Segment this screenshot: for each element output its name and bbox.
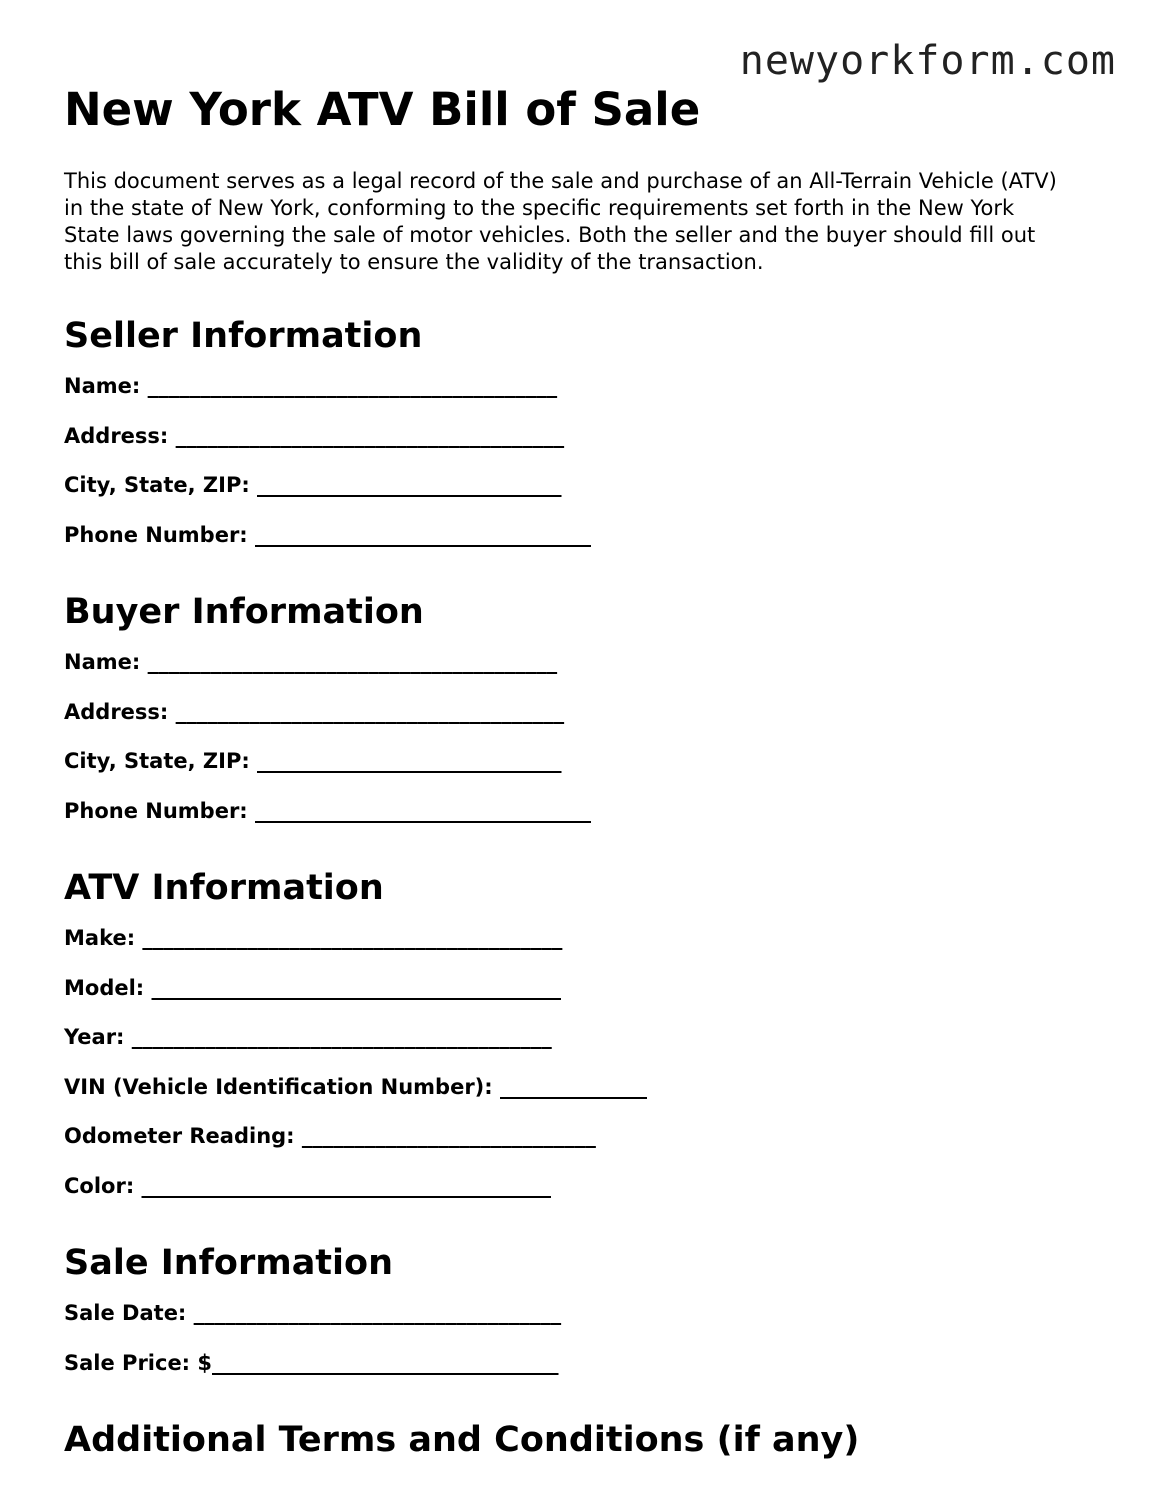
additional-terms-section (64, 1418, 1084, 1462)
page-title: New York ATV Bill of Sale (64, 83, 701, 136)
buyer-section (64, 590, 1084, 846)
atv-vin-field[interactable]: VIN (Vehicle Identification Number): ______________ (64, 1074, 647, 1099)
buyer-name-field[interactable]: Name: _______________________________________ (64, 650, 558, 674)
atv-year-field[interactable]: Year: ________________________________________ (64, 1025, 552, 1049)
atv-section (64, 866, 1084, 1221)
bill-of-sale-document (64, 80, 1084, 1462)
seller-heading: Seller Information (64, 316, 423, 356)
seller-name-field[interactable]: Name: _______________________________________ (64, 374, 558, 398)
sale-heading: Sale Information (64, 1243, 393, 1283)
intro-paragraph: This document serves as a legal record of the sale and purchase of an All-Terrain Vehicle (ATV) in the state of New York, conforming to the specific requirements set forth in the New York State laws governing the sale of motor vehicles. Both the seller and the buyer should fill out this bill of sale accurately to ensure the validity of the transaction. (64, 169, 1057, 274)
buyer-heading: Buyer Information (64, 592, 424, 632)
seller-address-field[interactable]: Address: _____________________________________ (64, 423, 565, 448)
seller-city-state-zip-field[interactable]: City, State, ZIP: _____________________________ (64, 473, 562, 497)
buyer-city-state-zip-field[interactable]: City, State, ZIP: _____________________________ (64, 749, 562, 773)
buyer-phone-field[interactable]: Phone Number: ________________________________ (64, 798, 592, 823)
sale-date-field[interactable]: Sale Date: ___________________________________ (64, 1301, 562, 1325)
atv-model-field[interactable]: Model: _______________________________________ (64, 975, 562, 1000)
seller-phone-field[interactable]: Phone Number: ________________________________ (64, 522, 592, 547)
buyer-address-field[interactable]: Address: _____________________________________ (64, 699, 565, 724)
sale-section (64, 1241, 1084, 1398)
atv-make-field[interactable]: Make: ________________________________________ (64, 926, 563, 950)
atv-heading: ATV Information (64, 868, 384, 908)
site-watermark: newyorkform.com (739, 38, 1116, 84)
atv-odometer-field[interactable]: Odometer Reading: ____________________________ (64, 1124, 596, 1148)
additional-terms-heading: Additional Terms and Conditions (if any) (64, 1420, 860, 1460)
sale-price-field[interactable]: Sale Price: $_________________________________ (64, 1350, 559, 1375)
seller-section (64, 314, 1084, 570)
atv-color-field[interactable]: Color: _______________________________________ (64, 1173, 552, 1198)
